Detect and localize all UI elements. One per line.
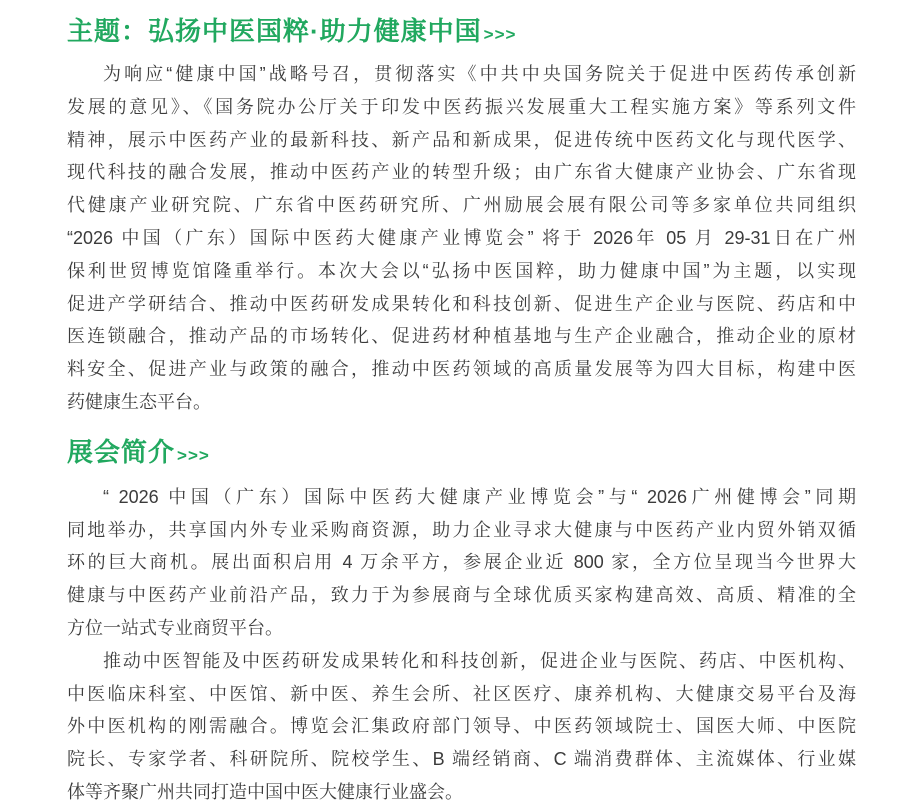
paragraph-line: 中医临床科室、中医馆、新中医、养生会所、社区医疗、康养机构、大健康交易平台及海 <box>67 683 856 704</box>
paragraph-line: 现代科技的融合发展，推动中医药产业的转型升级；由广东省大健康产业协会、广东省现 <box>67 162 856 183</box>
paragraph-line: 同地举办，共享国内外专业采购商资源，助力企业寻求大健康与中医药产业内贸外销双循 <box>67 519 856 540</box>
paragraph-line: 料安全、促进产业与政策的融合，推动中医药领域的高质量发展等为四大目标，构建中医 <box>67 359 856 380</box>
paragraph-line: 环的巨大商机。展出面积启用 4 万余平方，参展企业近 800 家，全方位呈现当今世界大 <box>67 552 856 573</box>
paragraph-line: 精神，展示中医药产业的最新科技、新产品和新成果，促进传统中医药文化与现代医学、 <box>67 129 856 150</box>
paragraph-line: 为响应“健康中国”战略号召，贯彻落实《中共中央国务院关于促进中医药传承创新 <box>103 64 856 84</box>
paragraph-line: 发展的意见》、《国务院办公厅关于印发中医药振兴发展重大工程实施方案》等系列文件 <box>67 96 856 117</box>
theme-heading-text: 主题：弘扬中医国粹·助力健康中国 <box>67 16 482 46</box>
paragraph-line: “ 2026 中国（广东）国际中医药大健康产业博览会”与“ 2026广州健博会”同期 <box>103 486 856 507</box>
theme-paragraph <box>67 58 856 419</box>
paragraph-line: 医连锁融合，推动产品的市场转化、促进药材种植基地与生产企业融合，推动企业的原材 <box>67 326 856 347</box>
intro-heading-text: 展会简介 <box>67 436 176 467</box>
paragraph-line: 促进产学研结合、推动中医药研发成果转化和科技创新、促进生产企业与医院、药店和中 <box>67 293 856 314</box>
heading-arrows-icon: >>> <box>483 25 517 44</box>
section-theme <box>67 14 856 419</box>
paragraph-line: 健康与中医药产业前沿产品，致力于为参展商与全球优质买家构建高效、高质、精准的全 <box>67 585 856 606</box>
paragraph-line: 外中医机构的刚需融合。博览会汇集政府部门领导、中医药领域院士、国医大师、中医院 <box>67 716 856 737</box>
paragraph-line: “2026 中国（广东）国际中医药大健康产业博览会” 将于 2026年 05 月 29-31日在广州 <box>67 227 856 248</box>
paragraph-line: 代健康产业研究院、广东省中医药研究所、广州励展会展有限公司等多家单位共同组织 <box>67 195 856 216</box>
section-intro <box>67 435 856 809</box>
paragraph-line: 方位一站式专业商贸平台。 <box>67 617 283 638</box>
intro-paragraph-overview <box>67 481 856 645</box>
paragraph-line: 推动中医智能及中医药研发成果转化和科技创新，促进企业与医院、药店、中医机构、 <box>103 650 856 671</box>
paragraph-line: 保利世贸博览馆隆重举行。本次大会以“弘扬中医国粹，助力健康中国”为主题，以实现 <box>67 260 856 281</box>
paragraph-line: 院长、专家学者、科研院所、院校学生、B 端经销商、C 端消费群体、主流媒体、行业媒 <box>67 749 856 770</box>
theme-heading <box>67 14 856 52</box>
heading-arrows-icon: >>> <box>177 445 210 465</box>
paragraph-line: 体等齐聚广州共同打造中国中医大健康行业盛会。 <box>67 781 463 802</box>
intro-paragraph-audience <box>67 645 856 809</box>
paragraph-line: 药健康生态平台。 <box>67 391 211 412</box>
intro-heading <box>67 435 856 473</box>
